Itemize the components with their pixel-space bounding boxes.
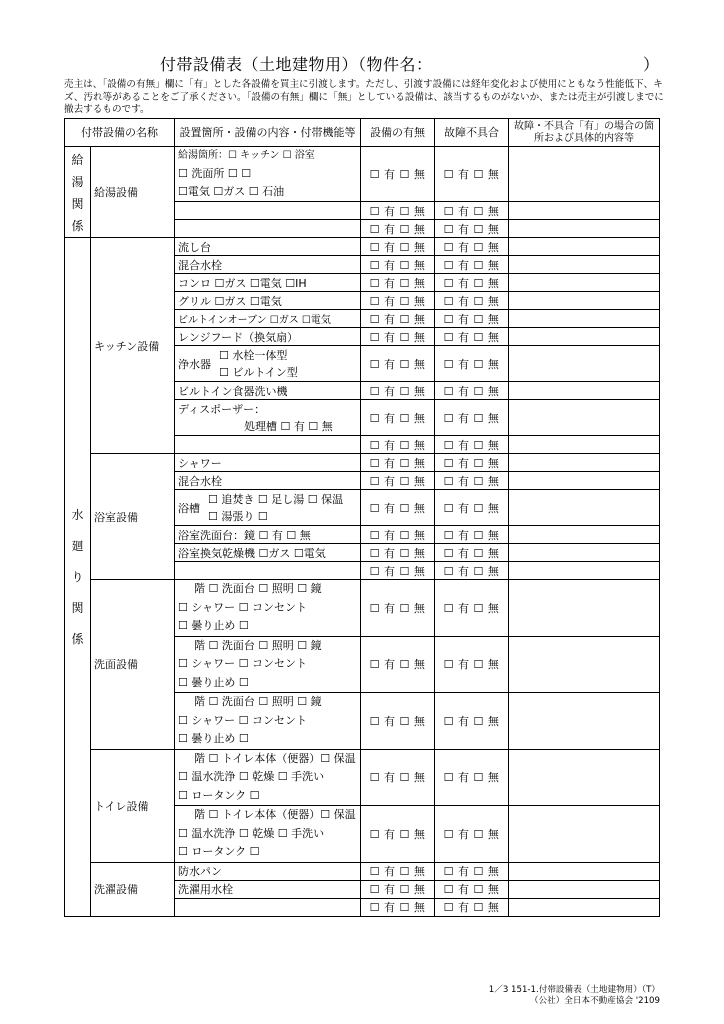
fault-checkbox[interactable]: ☐ 有 ☐ 無 [435,806,509,863]
location-toilet: 階 ☐ トイレ本体（便器）☐ 保温 ☐ 温水洗浄 ☐ 乾燥 ☐ 手洗い ☐ ロータンク ☐ [175,806,361,863]
presence-checkbox[interactable]: ☐ 有 ☐ 無 [361,436,435,454]
location-item: ビルトインオーブン ☐ガス ☐電気 [175,310,361,328]
presence-checkbox[interactable]: ☐ 有 ☐ 無 [361,400,435,436]
title-main: 付帯設備表（土地建物用）（物件名： [160,55,433,74]
fault-checkbox[interactable]: ☐ 有 ☐ 無 [435,147,509,202]
fault-checkbox[interactable]: ☐ 有 ☐ 無 [435,898,509,916]
fault-checkbox[interactable]: ☐ 有 ☐ 無 [435,880,509,898]
location-item: 浴室換気乾燥機 ☐ガス ☐電気 [175,544,361,562]
location-kyuto: 給湯箇所：☐ キッチン ☐ 浴室 ☐ 洗面所 ☐ ☐ ☐電気 ☐ガス ☐ 石油 [175,147,361,202]
location-toilet: 階 ☐ トイレ本体（便器）☐ 保温 ☐ 温水洗浄 ☐ 乾燥 ☐ 手洗い ☐ ロータンク ☐ [175,749,361,806]
details-cell[interactable] [509,898,660,916]
fault-checkbox[interactable]: ☐ 有 ☐ 無 [435,292,509,310]
equipment-table [64,118,660,917]
details-cell[interactable] [509,220,660,238]
presence-checkbox[interactable]: ☐ 有 ☐ 無 [361,382,435,400]
presence-checkbox[interactable]: ☐ 有 ☐ 無 [361,580,435,637]
location-item: ビルトイン食器洗い機 [175,382,361,400]
details-cell[interactable] [509,328,660,346]
presence-checkbox[interactable]: ☐ 有 ☐ 無 [361,693,435,750]
details-cell[interactable] [509,580,660,637]
category-kyuto: 給 湯 関 係 [65,147,91,238]
presence-checkbox[interactable]: ☐ 有 ☐ 無 [361,526,435,544]
presence-checkbox[interactable]: ☐ 有 ☐ 無 [361,147,435,202]
location-washroom: 階 ☐ 洗面台 ☐ 照明 ☐ 鏡 ☐ シャワー ☐ コンセント ☐ 曇り止め ☐ [175,693,361,750]
fault-checkbox[interactable]: ☐ 有 ☐ 無 [435,346,509,382]
equipment-kitchen: キッチン設備 [91,238,175,454]
presence-checkbox[interactable]: ☐ 有 ☐ 無 [361,862,435,880]
location-purifier: 浄水器 ☐ 水栓一体型 ☐ ビルトイン型 [175,346,361,382]
location-disposer: ディスポーザー： 処理槽 ☐ 有 ☐ 無 [175,400,361,436]
footer-doc-id: 1／3 151-1.付帯設備表（土地建物用）（T） [488,985,660,995]
equipment-laundry: 洗濯設備 [91,862,175,916]
details-cell[interactable] [509,400,660,436]
presence-checkbox[interactable]: ☐ 有 ☐ 無 [361,292,435,310]
details-cell[interactable] [509,147,660,202]
presence-checkbox[interactable]: ☐ 有 ☐ 無 [361,562,435,580]
header-name: 付帯設備の名称 [65,119,175,147]
details-cell[interactable] [509,274,660,292]
details-cell[interactable] [509,490,660,526]
location-washroom: 階 ☐ 洗面台 ☐ 照明 ☐ 鏡 ☐ シャワー ☐ コンセント ☐ 曇り止め ☐ [175,580,361,637]
location-blank [175,220,361,238]
details-cell[interactable] [509,806,660,863]
equipment-toilet: トイレ設備 [91,749,175,862]
location-item: グリル ☐ガス ☐電気 [175,292,361,310]
presence-checkbox[interactable]: ☐ 有 ☐ 無 [361,346,435,382]
equipment-washroom: 洗面設備 [91,580,175,750]
fault-checkbox[interactable]: ☐ 有 ☐ 無 [435,862,509,880]
location-item: 混合水栓 [175,472,361,490]
fault-checkbox[interactable]: ☐ 有 ☐ 無 [435,238,509,256]
location-blank [175,898,361,916]
fault-checkbox[interactable]: ☐ 有 ☐ 無 [435,220,509,238]
fault-checkbox[interactable]: ☐ 有 ☐ 無 [435,544,509,562]
fault-checkbox[interactable]: ☐ 有 ☐ 無 [435,202,509,220]
fault-checkbox[interactable]: ☐ 有 ☐ 無 [435,436,509,454]
location-item: 混合水栓 [175,256,361,274]
presence-checkbox[interactable]: ☐ 有 ☐ 無 [361,636,435,693]
details-cell[interactable] [509,749,660,806]
presence-checkbox[interactable]: ☐ 有 ☐ 無 [361,202,435,220]
presence-checkbox[interactable]: ☐ 有 ☐ 無 [361,220,435,238]
details-cell[interactable] [509,693,660,750]
presence-checkbox[interactable]: ☐ 有 ☐ 無 [361,898,435,916]
presence-checkbox[interactable]: ☐ 有 ☐ 無 [361,490,435,526]
details-cell[interactable] [509,636,660,693]
details-cell[interactable] [509,880,660,898]
presence-checkbox[interactable]: ☐ 有 ☐ 無 [361,806,435,863]
location-item: レンジフード（換気扇） [175,328,361,346]
fault-checkbox[interactable]: ☐ 有 ☐ 無 [435,310,509,328]
details-cell[interactable] [509,202,660,220]
page-title [0,52,724,74]
presence-checkbox[interactable]: ☐ 有 ☐ 無 [361,749,435,806]
fault-checkbox[interactable]: ☐ 有 ☐ 無 [435,328,509,346]
category-mizumawari: 水 廻 り 関 係 [65,238,91,917]
location-blank [175,202,361,220]
fault-checkbox[interactable]: ☐ 有 ☐ 無 [435,580,509,637]
details-cell[interactable] [509,256,660,274]
fault-checkbox[interactable]: ☐ 有 ☐ 無 [435,562,509,580]
details-cell[interactable] [509,292,660,310]
details-cell[interactable] [509,382,660,400]
header-presence: 設備の有無 [361,119,435,147]
presence-checkbox[interactable]: ☐ 有 ☐ 無 [361,472,435,490]
details-cell[interactable] [509,436,660,454]
location-item: 流し台 [175,238,361,256]
location-item: コンロ ☐ガス ☐電気 ☐IH [175,274,361,292]
fault-checkbox[interactable]: ☐ 有 ☐ 無 [435,256,509,274]
fault-checkbox[interactable]: ☐ 有 ☐ 無 [435,382,509,400]
location-item: シャワー [175,454,361,472]
presence-checkbox[interactable]: ☐ 有 ☐ 無 [361,238,435,256]
location-tub: 浴槽 ☐ 追焚き ☐ 足し湯 ☐ 保温 ☐ 湯張り ☐ [175,490,361,526]
footer [470,985,660,1007]
presence-checkbox[interactable]: ☐ 有 ☐ 無 [361,544,435,562]
location-washroom: 階 ☐ 洗面台 ☐ 照明 ☐ 鏡 ☐ シャワー ☐ コンセント ☐ 曇り止め ☐ [175,636,361,693]
fault-checkbox[interactable]: ☐ 有 ☐ 無 [435,526,509,544]
equipment-kyuto: 給湯設備 [91,147,175,238]
footer-publisher: （公社）全日本不動産協会 '2109 [529,996,660,1006]
presence-checkbox[interactable]: ☐ 有 ☐ 無 [361,328,435,346]
header-details: 故障・不具合「有」の場合の箇所および具体的内容等 [509,119,660,147]
fault-checkbox[interactable]: ☐ 有 ☐ 無 [435,274,509,292]
details-cell[interactable] [509,562,660,580]
presence-checkbox[interactable]: ☐ 有 ☐ 無 [361,310,435,328]
details-cell[interactable] [509,310,660,328]
presence-checkbox[interactable]: ☐ 有 ☐ 無 [361,274,435,292]
presence-checkbox[interactable]: ☐ 有 ☐ 無 [361,256,435,274]
details-cell[interactable] [509,346,660,382]
location-item: 洗濯用水栓 [175,880,361,898]
intro-text: 売主は、「設備の有無」欄に「有」とした各設備を買主に引渡します。ただし、引渡す設備には経年変化および使用にともなう性能低下、キズ、汚れ等があることをご了承ください。「設備の有無」欄に「無」としている設備は、該当するものがないか、または売主が引渡しまでに撤去するものです。 [64,79,664,116]
header-location: 設置箇所・設備の内容・付帯機能等 [175,119,361,147]
fault-checkbox[interactable]: ☐ 有 ☐ 無 [435,636,509,693]
fault-checkbox[interactable]: ☐ 有 ☐ 無 [435,454,509,472]
title-close: ） [643,55,660,74]
fault-checkbox[interactable]: ☐ 有 ☐ 無 [435,472,509,490]
fault-checkbox[interactable]: ☐ 有 ☐ 無 [435,400,509,436]
details-cell[interactable] [509,544,660,562]
details-cell[interactable] [509,238,660,256]
location-item: 防水パン [175,862,361,880]
location-item: 浴室洗面台：鏡 ☐ 有 ☐ 無 [175,526,361,544]
fault-checkbox[interactable]: ☐ 有 ☐ 無 [435,693,509,750]
presence-checkbox[interactable]: ☐ 有 ☐ 無 [361,880,435,898]
location-blank [175,436,361,454]
fault-checkbox[interactable]: ☐ 有 ☐ 無 [435,749,509,806]
details-cell[interactable] [509,862,660,880]
equipment-bath: 浴室設備 [91,454,175,580]
fault-checkbox[interactable]: ☐ 有 ☐ 無 [435,490,509,526]
details-cell[interactable] [509,472,660,490]
header-fault: 故障不具合 [435,119,509,147]
details-cell[interactable] [509,454,660,472]
details-cell[interactable] [509,526,660,544]
presence-checkbox[interactable]: ☐ 有 ☐ 無 [361,454,435,472]
location-blank [175,562,361,580]
